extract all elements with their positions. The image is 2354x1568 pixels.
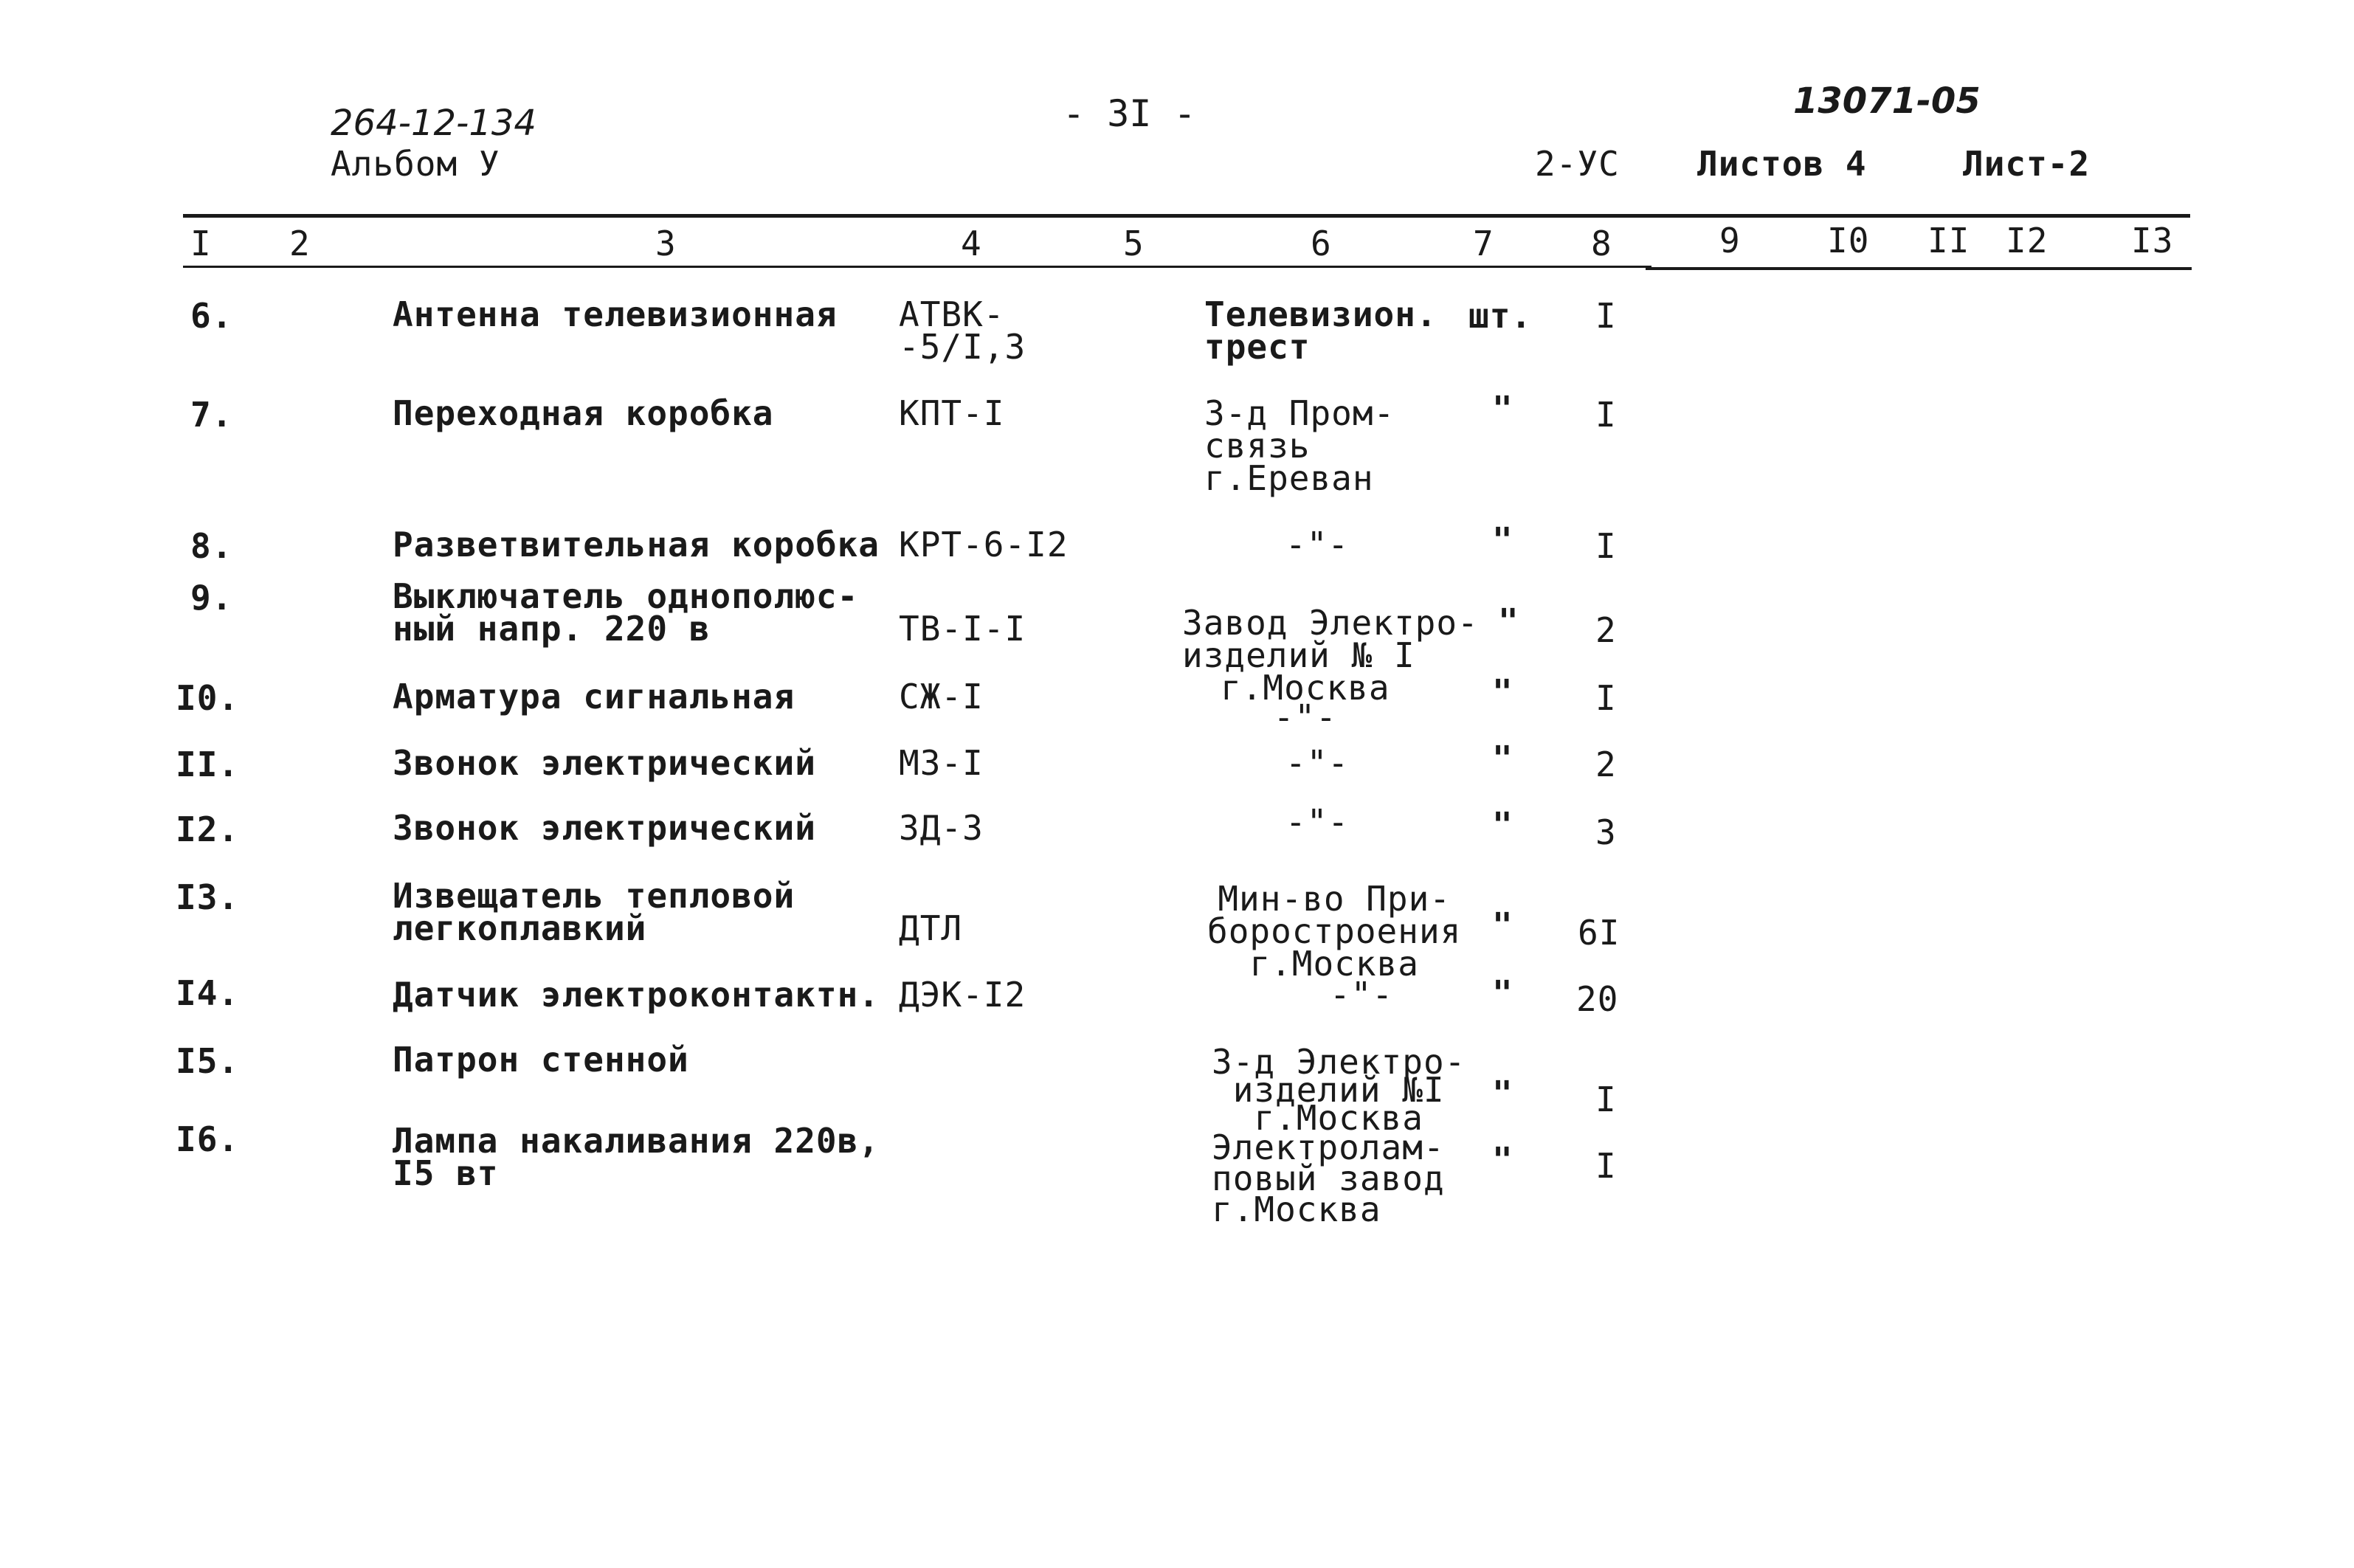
item-unit: ": [1492, 973, 1513, 1013]
item-unit: шт.: [1468, 296, 1533, 336]
page-number: - 3I -: [1063, 92, 1196, 135]
item-name: Переходная коробка: [393, 393, 774, 433]
item-name: Извещатель тепловой легкоплавкий: [393, 876, 795, 948]
album-label: Альбом У: [331, 144, 500, 184]
item-unit: ": [1492, 1140, 1513, 1180]
column-header-underline-right: [1646, 267, 2192, 270]
item-quantity: 2: [1595, 745, 1617, 784]
row-number: I2.: [176, 809, 240, 849]
sheet-number: Лист-2: [1963, 144, 2091, 184]
item-unit: ": [1492, 389, 1513, 429]
item-manufacturer: -"-: [1285, 802, 1350, 842]
item-type: ЗД-3: [899, 808, 984, 848]
item-manufacturer: З-д Электро- изделий №I г.Москва: [1212, 1042, 1466, 1138]
sheets-count: Листов 4: [1697, 144, 1867, 184]
row-number: 6.: [190, 296, 233, 336]
item-name: Датчик электроконтактн.: [393, 975, 880, 1015]
item-quantity: I: [1595, 395, 1617, 435]
column-header: II: [1927, 221, 1970, 260]
item-name: Звонок электрический: [393, 743, 816, 783]
column-header: 8: [1591, 224, 1612, 263]
row-number: I3.: [176, 877, 240, 917]
item-quantity: 2: [1595, 610, 1617, 650]
item-quantity: I: [1595, 526, 1617, 566]
item-name: Разветвительная коробка: [393, 525, 880, 564]
row-number: I0.: [176, 678, 240, 718]
item-name: Звонок электрический: [393, 808, 816, 848]
item-unit: ": [1492, 672, 1513, 712]
row-number: I6.: [176, 1119, 240, 1159]
archive-number: 13071-05: [1793, 80, 1981, 122]
item-type: ДТЛ: [899, 908, 963, 948]
item-type: КРТ-6-I2: [899, 525, 1069, 564]
item-unit: ": [1492, 739, 1513, 778]
row-number: II.: [176, 745, 240, 784]
column-header: 2: [289, 224, 311, 263]
row-number: 9.: [190, 578, 233, 618]
item-quantity: I: [1595, 1080, 1617, 1119]
item-unit: ": [1498, 601, 1519, 641]
column-header-underline: [183, 266, 1651, 268]
item-manufacturer: Телевизион. трест: [1204, 294, 1437, 367]
column-header: I: [190, 224, 212, 263]
item-type: ТВ-I-I: [899, 609, 1026, 649]
row-number: I4.: [176, 973, 240, 1013]
item-type: СЖ-I: [899, 677, 984, 716]
section-code: 2-УС: [1535, 144, 1620, 184]
item-manufacturer: Завод Электро- изделий № I: [1182, 603, 1479, 675]
document-code: 264-12-134: [331, 103, 536, 144]
item-unit: ": [1492, 905, 1513, 945]
item-quantity: 6I: [1578, 913, 1620, 953]
item-manufacturer: г.Москва -"-: [1221, 668, 1390, 737]
item-manufacturer: Мин-во При- боростроения г.Москва: [1207, 879, 1462, 984]
item-quantity: I: [1595, 296, 1617, 336]
table-top-rule: [183, 214, 2190, 218]
row-number: 8.: [190, 526, 233, 566]
item-type: КПТ-I: [899, 393, 1005, 433]
item-name: Выключатель однополюс- ный напр. 220 в: [393, 576, 859, 649]
item-manufacturer: -"-: [1285, 743, 1350, 783]
column-header: 9: [1719, 221, 1741, 260]
row-number: 7.: [190, 395, 233, 435]
item-unit: ": [1492, 520, 1513, 560]
item-type: АТВК- -5/I,3: [899, 294, 1026, 367]
row-number: I5.: [176, 1041, 240, 1081]
column-header: 6: [1311, 224, 1332, 263]
item-unit: ": [1492, 1074, 1513, 1113]
item-type: МЗ-I: [899, 743, 984, 783]
item-quantity: I: [1595, 678, 1617, 718]
item-name: Антенна телевизионная: [393, 294, 838, 334]
column-header: I3: [2131, 221, 2174, 260]
item-quantity: 3: [1595, 812, 1617, 852]
column-header: I0: [1827, 221, 1870, 260]
column-header: 7: [1473, 224, 1494, 263]
item-manufacturer: Электролам- повый завод г.Москва: [1212, 1127, 1445, 1229]
item-name: Лампа накаливания 220в, I5 вт: [393, 1121, 880, 1193]
column-header: 3: [655, 224, 677, 263]
column-header: 4: [961, 224, 982, 263]
item-quantity: 20: [1576, 979, 1619, 1019]
item-quantity: I: [1595, 1146, 1617, 1186]
item-name: Арматура сигнальная: [393, 677, 795, 716]
item-manufacturer: -"-: [1285, 525, 1350, 564]
item-manufacturer: -"-: [1330, 975, 1394, 1015]
column-header: I2: [2006, 221, 2048, 260]
column-header: 5: [1123, 224, 1145, 263]
item-type: ДЭК-I2: [899, 975, 1026, 1015]
item-unit: ": [1492, 805, 1513, 845]
item-manufacturer: З-д Пром- связь г.Ереван: [1204, 393, 1395, 498]
item-name: Патрон стенной: [393, 1040, 689, 1080]
